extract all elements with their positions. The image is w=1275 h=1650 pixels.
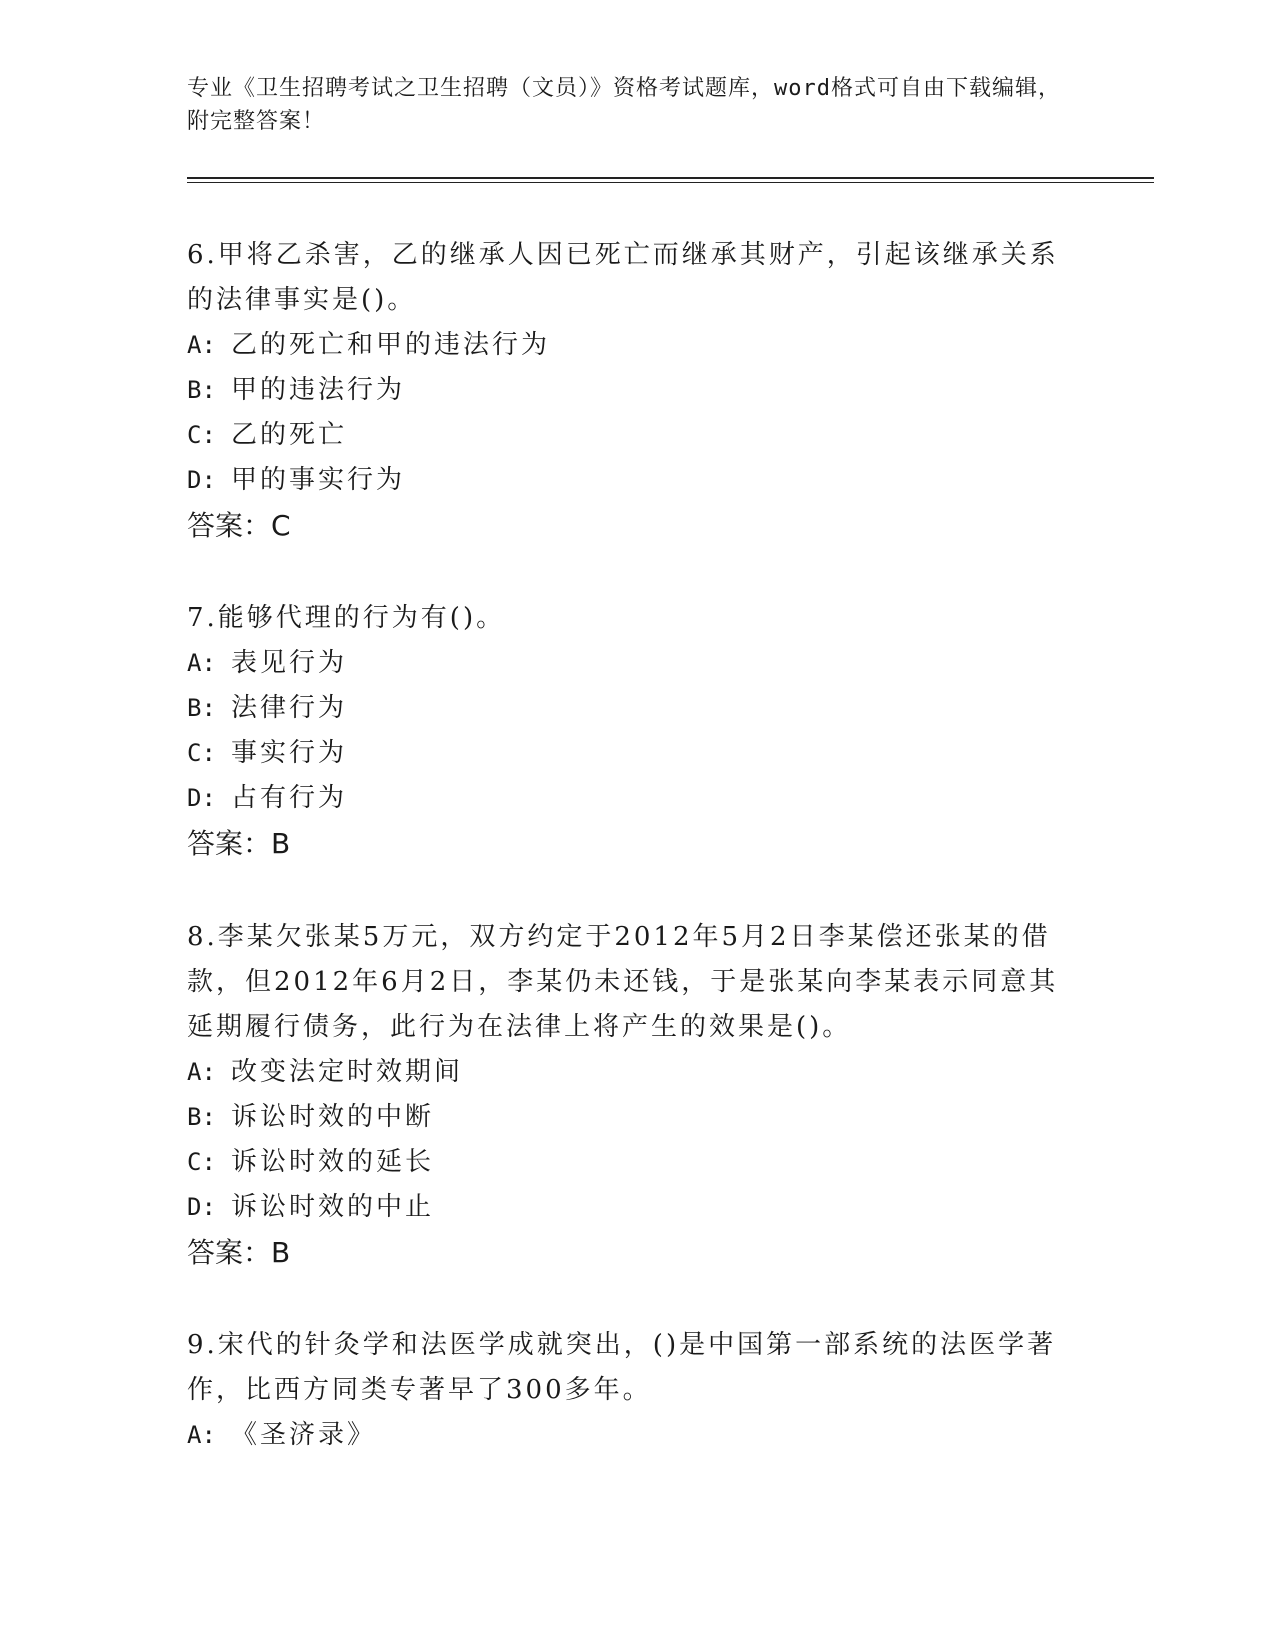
question-9 xyxy=(187,1323,1087,1458)
option-text: 改变法定时效期间 xyxy=(231,1057,464,1087)
option-d xyxy=(187,458,1087,503)
option-a xyxy=(187,1050,1087,1095)
option-letter: B: xyxy=(187,1103,216,1131)
option-text: 诉讼时效的中止 xyxy=(231,1192,435,1222)
header-divider-thin xyxy=(187,182,1154,183)
option-c xyxy=(187,1140,1087,1185)
question-stem: 6.甲将乙杀害，乙的继承人因已死亡而继承其财产，引起该继承关系的法律事实是()。 xyxy=(187,240,1059,315)
option-a xyxy=(187,641,1087,686)
option-d xyxy=(187,1185,1087,1230)
question-7 xyxy=(187,596,1087,867)
option-letter: C: xyxy=(187,421,216,449)
option-c xyxy=(187,413,1087,458)
answer-line: 答案：B xyxy=(187,827,291,860)
option-text: 表见行为 xyxy=(231,648,348,678)
option-letter: D: xyxy=(187,784,216,812)
option-letter: A: xyxy=(187,1058,216,1086)
option-c xyxy=(187,731,1087,776)
option-letter: C: xyxy=(187,1148,216,1176)
option-letter: B: xyxy=(187,694,216,722)
option-text: 诉讼时效的延长 xyxy=(231,1147,435,1177)
option-text: 诉讼时效的中断 xyxy=(231,1102,435,1132)
option-a xyxy=(187,323,1087,368)
option-d xyxy=(187,776,1087,821)
option-letter: D: xyxy=(187,466,216,494)
header-divider-thick xyxy=(187,177,1154,179)
option-a xyxy=(187,1413,1087,1458)
option-text: 甲的违法行为 xyxy=(231,375,406,405)
option-letter: A: xyxy=(187,331,216,359)
question-stem: 8.李某欠张某5万元，双方约定于2012年5月2日李某偿还张某的借款，但2012年6月2日，李某仍未还钱，于是张某向李某表示同意其延期履行债务，此行为在法律上将产生的效果是()。 xyxy=(187,922,1059,1042)
option-text: 事实行为 xyxy=(231,738,348,768)
answer-line: 答案：B xyxy=(187,1236,291,1269)
answer-line: 答案：C xyxy=(187,509,291,542)
option-b xyxy=(187,686,1087,731)
option-text: 《圣济录》 xyxy=(231,1420,377,1450)
question-8 xyxy=(187,915,1087,1276)
option-text: 乙的死亡和甲的违法行为 xyxy=(231,330,551,360)
document-header: 专业《卫生招聘考试之卫生招聘（文员）》资格考试题库，word格式可自由下载编辑，附完整答案！ xyxy=(187,76,1061,134)
option-letter: C: xyxy=(187,739,216,767)
option-text: 甲的事实行为 xyxy=(231,465,406,495)
option-letter: D: xyxy=(187,1193,216,1221)
question-stem: 7.能够代理的行为有()。 xyxy=(187,603,506,633)
option-b xyxy=(187,368,1087,413)
option-letter: B: xyxy=(187,376,216,404)
option-text: 法律行为 xyxy=(231,693,348,723)
question-stem: 9.宋代的针灸学和法医学成就突出，()是中国第一部系统的法医学著作，比西方同类专著早了300多年。 xyxy=(187,1330,1057,1405)
option-text: 乙的死亡 xyxy=(231,420,348,450)
option-b xyxy=(187,1095,1087,1140)
option-text: 占有行为 xyxy=(231,783,348,813)
question-6 xyxy=(187,233,1087,549)
option-letter: A: xyxy=(187,649,216,677)
option-letter: A: xyxy=(187,1421,216,1449)
